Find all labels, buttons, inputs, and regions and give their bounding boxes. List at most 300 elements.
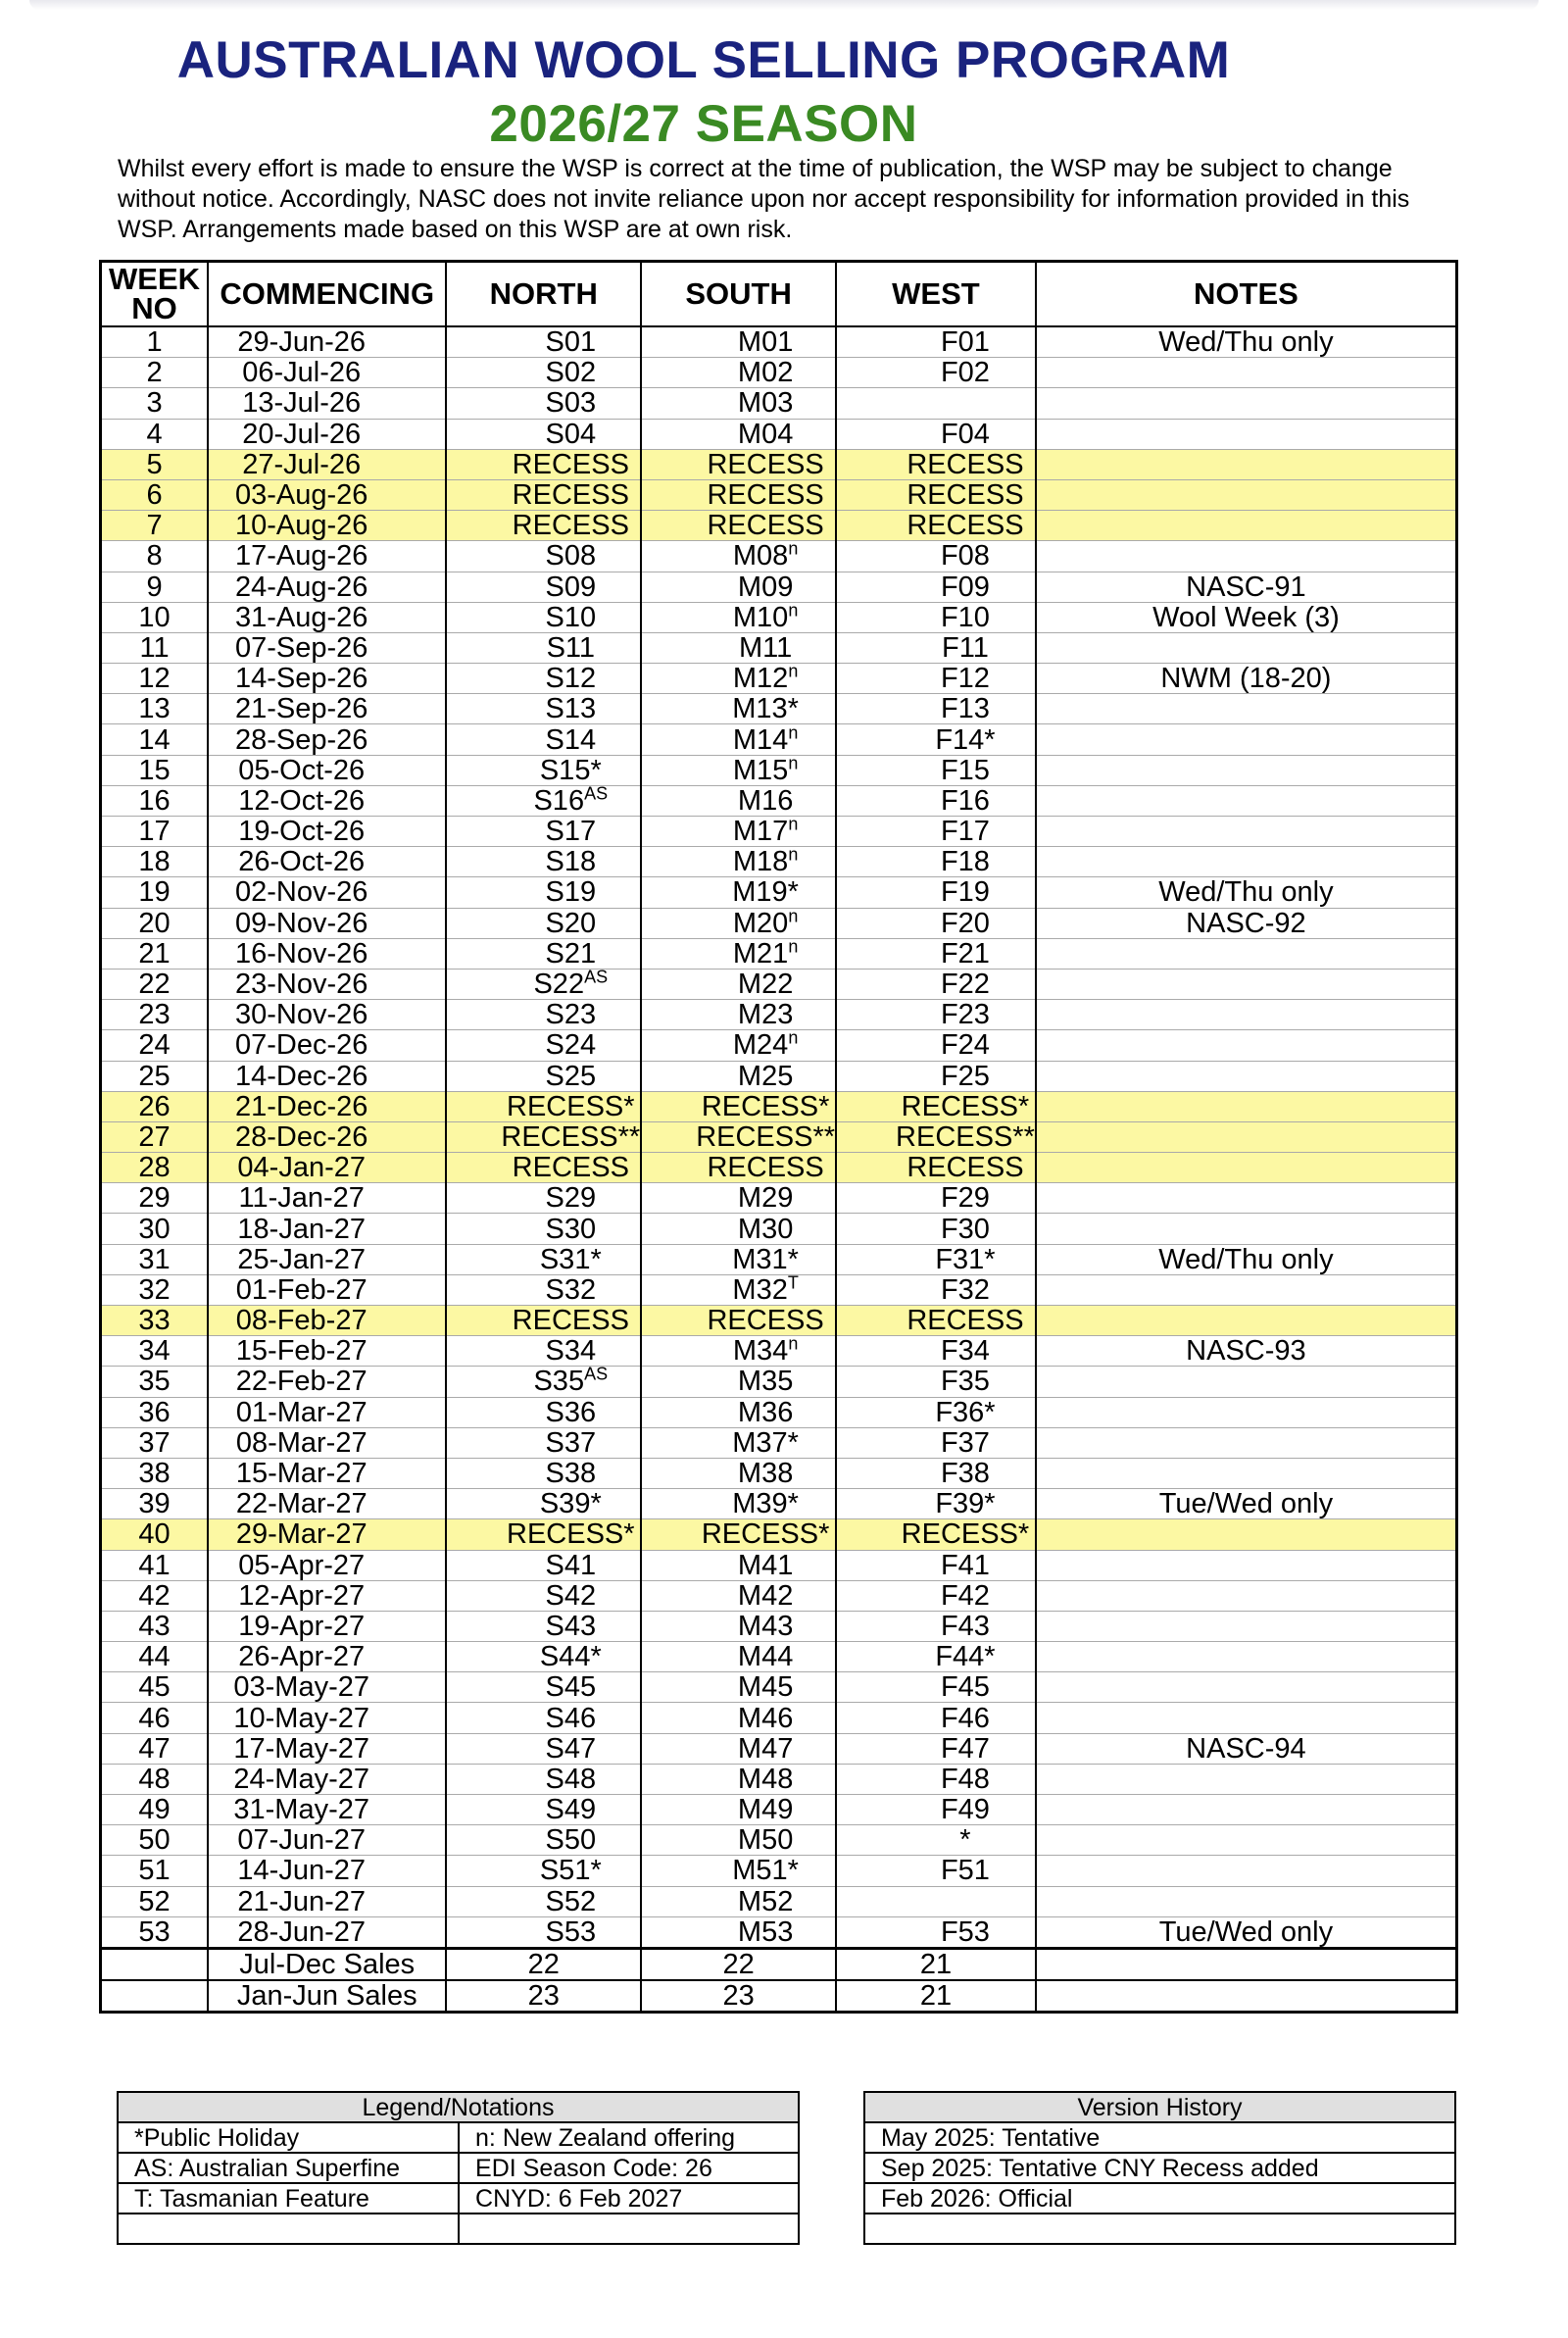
- south-sale-cell: M20$^n$: [641, 908, 836, 938]
- table-row: [101, 1061, 1457, 1091]
- west-sale-cell: RECESS*: [836, 1091, 1036, 1121]
- west-sale-cell: F36*: [836, 1397, 1036, 1427]
- table-row: [101, 1336, 1457, 1367]
- table-row: [101, 1916, 1457, 1948]
- west-sale-cell: F14*: [836, 724, 1036, 755]
- west-sale-cell: F41: [836, 1550, 1036, 1580]
- west-sale-cell: F23: [836, 1000, 1036, 1030]
- west-sale-cell: F34: [836, 1336, 1036, 1367]
- notes-cell: [1036, 1306, 1457, 1336]
- south-sale-cell: M35: [641, 1367, 836, 1397]
- north-sale-cell: S31*: [446, 1244, 641, 1274]
- week-number-cell: 22: [101, 969, 209, 999]
- south-sale-cell: M52: [641, 1886, 836, 1916]
- header-south: SOUTH: [641, 262, 836, 327]
- south-sale-cell: RECESS*: [641, 1091, 836, 1121]
- south-sale-cell: M13*: [641, 694, 836, 724]
- table-row: [101, 1611, 1457, 1641]
- north-sale-cell: $S16^{AS}$: [446, 785, 641, 816]
- commencing-date-cell: 07-Dec-26: [208, 1030, 446, 1061]
- commencing-date-cell: 08-Mar-27: [208, 1427, 446, 1458]
- west-sale-cell: F16: [836, 785, 1036, 816]
- north-sale-cell: RECESS: [446, 479, 641, 510]
- south-sale-cell: M30: [641, 1214, 836, 1244]
- south-sale-cell-superscript: n: [788, 600, 799, 621]
- south-sale-cell: M04: [641, 419, 836, 449]
- south-sale-cell: M36: [641, 1397, 836, 1427]
- south-sale-cell: M16: [641, 785, 836, 816]
- west-sale-cell: F01: [836, 326, 1036, 358]
- south-sale-cell: M46: [641, 1703, 836, 1733]
- west-sale-cell: [836, 388, 1036, 419]
- totals-north-cell: 23: [446, 1980, 641, 2013]
- south-sale-cell: M19*: [641, 877, 836, 908]
- table-row: [101, 419, 1457, 449]
- notes-cell: [1036, 1519, 1457, 1550]
- south-sale-cell: M53: [641, 1916, 836, 1948]
- north-sale-cell: S39*: [446, 1489, 641, 1519]
- week-number-cell: 35: [101, 1367, 209, 1397]
- south-sale-cell: RECESS: [641, 1153, 836, 1183]
- west-sale-cell: F19: [836, 877, 1036, 908]
- table-row: [101, 541, 1457, 572]
- south-sale-cell: M08$^n$: [641, 541, 836, 572]
- notes-cell: [1036, 1611, 1457, 1641]
- north-sale-cell: S01: [446, 326, 641, 358]
- south-sale-cell: RECESS: [641, 1306, 836, 1336]
- west-sale-cell: F48: [836, 1764, 1036, 1794]
- south-sale-cell: RECESS: [641, 511, 836, 541]
- notes-cell: [1036, 938, 1457, 969]
- north-sale-cell: S34: [446, 1336, 641, 1367]
- commencing-date-cell: 12-Oct-26: [208, 785, 446, 816]
- west-sale-cell: F46: [836, 1703, 1036, 1733]
- notes-cell: [1036, 1214, 1457, 1244]
- week-number-cell: 52: [101, 1886, 209, 1916]
- south-sale-cell: M42: [641, 1580, 836, 1611]
- table-row: [101, 969, 1457, 999]
- west-sale-cell: RECESS: [836, 479, 1036, 510]
- south-sale-cell: M10$^n$: [641, 602, 836, 632]
- north-sale-cell: S37: [446, 1427, 641, 1458]
- commencing-date-cell: 10-Aug-26: [208, 511, 446, 541]
- commencing-date-cell: 14-Dec-26: [208, 1061, 446, 1091]
- table-row: [101, 572, 1457, 602]
- table-row: [101, 1672, 1457, 1703]
- page-title: AUSTRALIAN WOOL SELLING PROGRAM: [176, 31, 1231, 89]
- week-number-cell: 44: [101, 1642, 209, 1672]
- south-sale-cell: M48: [641, 1764, 836, 1794]
- south-sale-cell: M01: [641, 326, 836, 358]
- notes-cell: [1036, 724, 1457, 755]
- west-sale-cell: F35: [836, 1367, 1036, 1397]
- table-row: [101, 694, 1457, 724]
- totals-west-cell: 21: [836, 1948, 1036, 1980]
- north-sale-cell: S32: [446, 1274, 641, 1305]
- commencing-date-cell: 16-Nov-26: [208, 938, 446, 969]
- totals-notes-cell: [1036, 1980, 1457, 2013]
- west-sale-cell: F12: [836, 664, 1036, 694]
- commencing-date-cell: 26-Oct-26: [208, 847, 446, 877]
- table-row: [101, 1856, 1457, 1886]
- legend-cell: AS: Australian Superfine: [118, 2153, 459, 2183]
- totals-label-cell: Jan-Jun Sales: [208, 1980, 446, 2013]
- north-sale-cell-superscript: AS: [584, 1364, 609, 1384]
- notes-cell: Tue/Wed only: [1036, 1916, 1457, 1948]
- commencing-date-cell: 14-Jun-27: [208, 1856, 446, 1886]
- commencing-date-cell: 04-Jan-27: [208, 1153, 446, 1183]
- notes-cell: [1036, 1550, 1457, 1580]
- table-row: [101, 1642, 1457, 1672]
- table-row: [101, 1458, 1457, 1488]
- notes-cell: [1036, 1580, 1457, 1611]
- west-sale-cell: F21: [836, 938, 1036, 969]
- north-sale-cell: S03: [446, 388, 641, 419]
- commencing-date-cell: 12-Apr-27: [208, 1580, 446, 1611]
- north-sale-cell: S45: [446, 1672, 641, 1703]
- table-row: [101, 755, 1457, 785]
- table-row-recess: [101, 1153, 1457, 1183]
- south-sale-cell-superscript: n: [788, 1333, 799, 1354]
- south-sale-cell: RECESS: [641, 479, 836, 510]
- south-sale-cell-superscript: n: [788, 661, 799, 681]
- north-sale-cell: S29: [446, 1183, 641, 1214]
- south-sale-cell-superscript: n: [788, 1027, 799, 1048]
- west-sale-cell: RECESS: [836, 1153, 1036, 1183]
- north-sale-cell: S08: [446, 541, 641, 572]
- south-sale-cell: M15$^n$: [641, 755, 836, 785]
- commencing-date-cell: 29-Mar-27: [208, 1519, 446, 1550]
- version-row: [864, 2153, 1455, 2183]
- notes-cell: NASC-92: [1036, 908, 1457, 938]
- commencing-date-cell: 07-Sep-26: [208, 632, 446, 663]
- notes-cell: [1036, 1825, 1457, 1856]
- north-sale-cell: S48: [446, 1764, 641, 1794]
- totals-blank-cell: [101, 1980, 209, 2013]
- north-sale-cell: RECESS: [446, 449, 641, 479]
- west-sale-cell: RECESS: [836, 449, 1036, 479]
- west-sale-cell: F10: [836, 602, 1036, 632]
- west-sale-cell: F18: [836, 847, 1036, 877]
- commencing-date-cell: 30-Nov-26: [208, 1000, 446, 1030]
- north-sale-cell: $S22^{AS}$: [446, 969, 641, 999]
- week-number-cell: 49: [101, 1795, 209, 1825]
- totals-west-cell: 21: [836, 1980, 1036, 2013]
- totals-row: [101, 1948, 1457, 1980]
- commencing-date-cell: 20-Jul-26: [208, 419, 446, 449]
- table-row: [101, 1000, 1457, 1030]
- week-number-cell: 32: [101, 1274, 209, 1305]
- south-sale-cell: $M32^T$: [641, 1274, 836, 1305]
- notes-cell: [1036, 419, 1457, 449]
- commencing-date-cell: 21-Sep-26: [208, 694, 446, 724]
- week-number-cell: 15: [101, 755, 209, 785]
- legend-cell: [459, 2214, 799, 2244]
- notes-cell: [1036, 847, 1457, 877]
- commencing-date-cell: 25-Jan-27: [208, 1244, 446, 1274]
- south-sale-cell: M24$^n$: [641, 1030, 836, 1061]
- west-sale-cell: F22: [836, 969, 1036, 999]
- table-row-recess: [101, 1091, 1457, 1121]
- week-number-cell: 5: [101, 449, 209, 479]
- west-sale-cell: F45: [836, 1672, 1036, 1703]
- west-sale-cell: [836, 1886, 1036, 1916]
- west-sale-cell: F39*: [836, 1489, 1036, 1519]
- table-row: [101, 1580, 1457, 1611]
- header-west: WEST: [836, 262, 1036, 327]
- south-sale-cell: M23: [641, 1000, 836, 1030]
- north-sale-cell: RECESS: [446, 1153, 641, 1183]
- version-cell: Sep 2025: Tentative CNY Recess added: [864, 2153, 1455, 2183]
- legend-row: [118, 2153, 799, 2183]
- commencing-date-cell: 18-Jan-27: [208, 1214, 446, 1244]
- commencing-date-cell: 13-Jul-26: [208, 388, 446, 419]
- west-sale-cell: F32: [836, 1274, 1036, 1305]
- notes-cell: [1036, 1183, 1457, 1214]
- west-sale-cell: F02: [836, 358, 1036, 388]
- commencing-date-cell: 05-Oct-26: [208, 755, 446, 785]
- west-sale-cell: F49: [836, 1795, 1036, 1825]
- notes-cell: [1036, 1121, 1457, 1152]
- north-sale-cell: RECESS*: [446, 1091, 641, 1121]
- commencing-date-cell: 28-Dec-26: [208, 1121, 446, 1152]
- version-cell: Feb 2026: Official: [864, 2183, 1455, 2214]
- west-sale-cell: F04: [836, 419, 1036, 449]
- south-sale-cell: M50: [641, 1825, 836, 1856]
- commencing-date-cell: 10-May-27: [208, 1703, 446, 1733]
- top-shadow: [29, 0, 1539, 10]
- north-sale-cell: S20: [446, 908, 641, 938]
- west-sale-cell: F09: [836, 572, 1036, 602]
- header-week: WEEK NO: [101, 262, 209, 327]
- north-sale-cell: RECESS*: [446, 1519, 641, 1550]
- totals-south-cell: 23: [641, 1980, 836, 2013]
- commencing-date-cell: 17-Aug-26: [208, 541, 446, 572]
- week-number-cell: 53: [101, 1916, 209, 1948]
- notes-cell: [1036, 817, 1457, 847]
- table-row: [101, 1764, 1457, 1794]
- week-number-cell: 23: [101, 1000, 209, 1030]
- week-number-cell: 28: [101, 1153, 209, 1183]
- commencing-date-cell: 09-Nov-26: [208, 908, 446, 938]
- notes-cell: NASC-94: [1036, 1733, 1457, 1764]
- legend-row: [118, 2122, 799, 2153]
- table-row: [101, 817, 1457, 847]
- disclaimer-text: Whilst every effort is made to ensure the WSP is correct at the time of publication, the WSP may be subject to change without notice. Accordingly, NASC does not invite reliance upon nor accept responsibility for information provided in this WSP. Arrangements made based on this WSP are at own risk.: [118, 155, 1410, 243]
- week-number-cell: 19: [101, 877, 209, 908]
- commencing-date-cell: 07-Jun-27: [208, 1825, 446, 1856]
- south-sale-cell: M22: [641, 969, 836, 999]
- commencing-date-cell: 23-Nov-26: [208, 969, 446, 999]
- table-row: [101, 908, 1457, 938]
- notes-cell: Wool Week (3): [1036, 602, 1457, 632]
- version-history-table: [863, 2091, 1456, 2245]
- week-number-cell: 43: [101, 1611, 209, 1641]
- commencing-date-cell: 28-Sep-26: [208, 724, 446, 755]
- week-number-cell: 13: [101, 694, 209, 724]
- version-cell: [864, 2214, 1455, 2244]
- north-sale-cell: RECESS: [446, 511, 641, 541]
- south-sale-cell: M41: [641, 1550, 836, 1580]
- west-sale-cell: F13: [836, 694, 1036, 724]
- version-row: [864, 2122, 1455, 2153]
- table-row: [101, 724, 1457, 755]
- selling-program-table: [99, 260, 1458, 2014]
- south-sale-cell: M37*: [641, 1427, 836, 1458]
- table-row: [101, 358, 1457, 388]
- west-sale-cell: F31*: [836, 1244, 1036, 1274]
- north-sale-cell: S38: [446, 1458, 641, 1488]
- table-row: [101, 1489, 1457, 1519]
- commencing-date-cell: 06-Jul-26: [208, 358, 446, 388]
- table-row: [101, 1274, 1457, 1305]
- north-sale-cell: S09: [446, 572, 641, 602]
- commencing-date-cell: 31-Aug-26: [208, 602, 446, 632]
- commencing-date-cell: 17-May-27: [208, 1733, 446, 1764]
- north-sale-cell: S46: [446, 1703, 641, 1733]
- west-sale-cell: RECESS*: [836, 1519, 1036, 1550]
- notes-cell: [1036, 969, 1457, 999]
- header-commencing: COMMENCING: [208, 262, 446, 327]
- week-number-cell: 9: [101, 572, 209, 602]
- totals-row: [101, 1980, 1457, 2013]
- week-number-cell: 40: [101, 1519, 209, 1550]
- commencing-date-cell: 11-Jan-27: [208, 1183, 446, 1214]
- south-sale-cell: M09: [641, 572, 836, 602]
- west-sale-cell: RECESS**: [836, 1121, 1036, 1152]
- north-sale-cell: S21: [446, 938, 641, 969]
- south-sale-cell: M12$^n$: [641, 664, 836, 694]
- north-sale-cell: S13: [446, 694, 641, 724]
- week-number-cell: 25: [101, 1061, 209, 1091]
- notes-cell: [1036, 1153, 1457, 1183]
- week-number-cell: 42: [101, 1580, 209, 1611]
- notes-cell: [1036, 1672, 1457, 1703]
- south-sale-cell: M51*: [641, 1856, 836, 1886]
- week-number-cell: 50: [101, 1825, 209, 1856]
- commencing-date-cell: 29-Jun-26: [208, 326, 446, 358]
- notes-cell: Wed/Thu only: [1036, 877, 1457, 908]
- notes-cell: [1036, 358, 1457, 388]
- commencing-date-cell: 22-Feb-27: [208, 1367, 446, 1397]
- notes-cell: [1036, 1030, 1457, 1061]
- south-sale-cell: M39*: [641, 1489, 836, 1519]
- commencing-date-cell: 03-May-27: [208, 1672, 446, 1703]
- north-sale-cell: S12: [446, 664, 641, 694]
- commencing-date-cell: 26-Apr-27: [208, 1642, 446, 1672]
- north-sale-cell: S14: [446, 724, 641, 755]
- north-sale-cell: S44*: [446, 1642, 641, 1672]
- table-row: [101, 847, 1457, 877]
- north-sale-cell: RECESS: [446, 1306, 641, 1336]
- table-row: [101, 1397, 1457, 1427]
- north-sale-cell: S24: [446, 1030, 641, 1061]
- table-row: [101, 785, 1457, 816]
- notes-cell: NASC-91: [1036, 572, 1457, 602]
- legend-cell: T: Tasmanian Feature: [118, 2183, 459, 2214]
- notes-cell: [1036, 541, 1457, 572]
- commencing-date-cell: 27-Jul-26: [208, 449, 446, 479]
- totals-north-cell: 22: [446, 1948, 641, 1980]
- table-row: [101, 1183, 1457, 1214]
- notes-cell: Wed/Thu only: [1036, 1244, 1457, 1274]
- week-number-cell: 37: [101, 1427, 209, 1458]
- south-sale-cell: RECESS*: [641, 1519, 836, 1550]
- south-sale-cell: M02: [641, 358, 836, 388]
- north-sale-cell: S18: [446, 847, 641, 877]
- north-sale-cell: S25: [446, 1061, 641, 1091]
- north-sale-cell: S11: [446, 632, 641, 663]
- totals-south-cell: 22: [641, 1948, 836, 1980]
- commencing-date-cell: 05-Apr-27: [208, 1550, 446, 1580]
- version-cell: May 2025: Tentative: [864, 2122, 1455, 2153]
- version-history-title: Version History: [864, 2092, 1455, 2122]
- week-number-cell: 48: [101, 1764, 209, 1794]
- table-row: [101, 664, 1457, 694]
- notes-cell: [1036, 1000, 1457, 1030]
- table-row: [101, 1703, 1457, 1733]
- table-row: [101, 602, 1457, 632]
- table-row: [101, 1244, 1457, 1274]
- commencing-date-cell: 15-Feb-27: [208, 1336, 446, 1367]
- south-sale-cell: M49: [641, 1795, 836, 1825]
- north-sale-cell: S47: [446, 1733, 641, 1764]
- season-subtitle: 2026/27 SEASON: [489, 95, 918, 153]
- notes-cell: [1036, 1397, 1457, 1427]
- legend-row: [118, 2183, 799, 2214]
- legend-cell: [118, 2214, 459, 2244]
- north-sale-cell: $S35^{AS}$: [446, 1367, 641, 1397]
- week-number-cell: 6: [101, 479, 209, 510]
- south-sale-cell: M34$^n$: [641, 1336, 836, 1367]
- table-row-recess: [101, 1306, 1457, 1336]
- north-sale-cell: S04: [446, 419, 641, 449]
- commencing-date-cell: 15-Mar-27: [208, 1458, 446, 1488]
- commencing-date-cell: 24-Aug-26: [208, 572, 446, 602]
- north-sale-cell-superscript: AS: [584, 967, 609, 987]
- north-sale-cell: S50: [446, 1825, 641, 1856]
- west-sale-cell: F51: [836, 1856, 1036, 1886]
- west-sale-cell: F42: [836, 1580, 1036, 1611]
- commencing-date-cell: 21-Dec-26: [208, 1091, 446, 1121]
- week-number-cell: 16: [101, 785, 209, 816]
- table-row: [101, 1214, 1457, 1244]
- commencing-date-cell: 01-Feb-27: [208, 1274, 446, 1305]
- commencing-date-cell: 14-Sep-26: [208, 664, 446, 694]
- south-sale-cell-superscript: n: [788, 721, 799, 742]
- south-sale-cell: M18$^n$: [641, 847, 836, 877]
- week-number-cell: 10: [101, 602, 209, 632]
- notes-cell: [1036, 1795, 1457, 1825]
- west-sale-cell: F24: [836, 1030, 1036, 1061]
- west-sale-cell: F38: [836, 1458, 1036, 1488]
- north-sale-cell: RECESS**: [446, 1121, 641, 1152]
- version-row: [864, 2183, 1455, 2214]
- south-sale-cell: M29: [641, 1183, 836, 1214]
- table-row: [101, 326, 1457, 358]
- totals-notes-cell: [1036, 1948, 1457, 1980]
- week-number-cell: 4: [101, 419, 209, 449]
- north-sale-cell: S02: [446, 358, 641, 388]
- table-body: [101, 326, 1457, 2013]
- commencing-date-cell: 01-Mar-27: [208, 1397, 446, 1427]
- south-sale-cell-superscript: n: [788, 814, 799, 834]
- table-row-recess: [101, 479, 1457, 510]
- south-sale-cell: M14$^n$: [641, 724, 836, 755]
- notes-cell: [1036, 632, 1457, 663]
- west-sale-cell: F08: [836, 541, 1036, 572]
- north-sale-cell: S23: [446, 1000, 641, 1030]
